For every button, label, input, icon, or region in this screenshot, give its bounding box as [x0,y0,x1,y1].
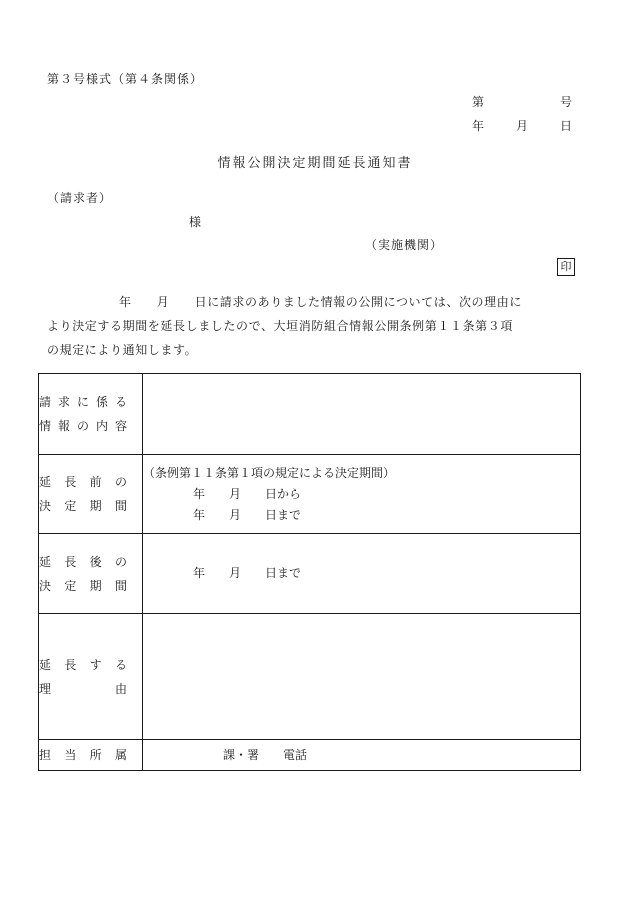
content-line: 年 月 日まで [193,566,302,580]
row-after-extension [39,534,581,614]
body-text [47,290,587,362]
row-department [39,740,581,771]
field-before-extension[interactable] [143,455,581,534]
row-extension-reason [39,614,581,740]
document-number-suffix: 号 [560,95,573,109]
body-line-3: の規定により通知します。 [47,343,198,357]
label-extension-reason [39,614,143,740]
agency-label: （実施機関） [365,238,444,252]
honorific: 様 [189,215,202,229]
label-line: 延長後の [39,554,127,569]
label-line: 決定期間 [39,499,127,513]
label-line: 理由 [39,681,127,696]
label-line: 情報の内容 [39,419,127,433]
date-month: 月 [516,119,529,133]
body-line-2: より決定する期間を延長しましたので、大垣消防組合情報公開条例第１１条第３項 [47,319,513,333]
date-day: 日 [560,119,573,133]
content-line: （条例第１１条第１項の規定による決定期間） [143,465,396,480]
form-number: 第３号様式（第４条関係） [47,72,204,86]
request-form-table [38,373,581,771]
field-department[interactable] [143,740,581,771]
label-department [39,740,143,771]
label-after-extension [39,534,143,614]
label-request-content [39,374,143,455]
document-title: 情報公開決定期間延長通知書 [217,156,413,171]
body-line-1: 年 月 日に請求のありました情報の公開については、次の理由に [119,295,522,309]
field-request-content[interactable] [143,374,581,455]
label-before-extension [39,455,143,534]
date-year: 年 [472,119,485,133]
label-line: 延長する [39,657,127,672]
label-line: 担当所属 [39,748,127,762]
label-line: 決定期間 [39,578,127,593]
content-line: 年 月 日まで [193,507,302,522]
label-line: 延長前の [39,475,127,489]
seal-mark: 印 [557,258,575,276]
document-number-prefix: 第 [472,95,485,109]
requester-label: （請求者） [47,191,113,205]
field-after-extension[interactable] [143,534,581,614]
content-line: 年 月 日から [193,486,302,501]
field-extension-reason[interactable] [143,614,581,740]
label-line: 請求に係る [39,395,127,409]
content-line: 課・署 電話 [223,747,308,762]
row-before-extension [39,455,581,534]
row-request-content [39,374,581,455]
